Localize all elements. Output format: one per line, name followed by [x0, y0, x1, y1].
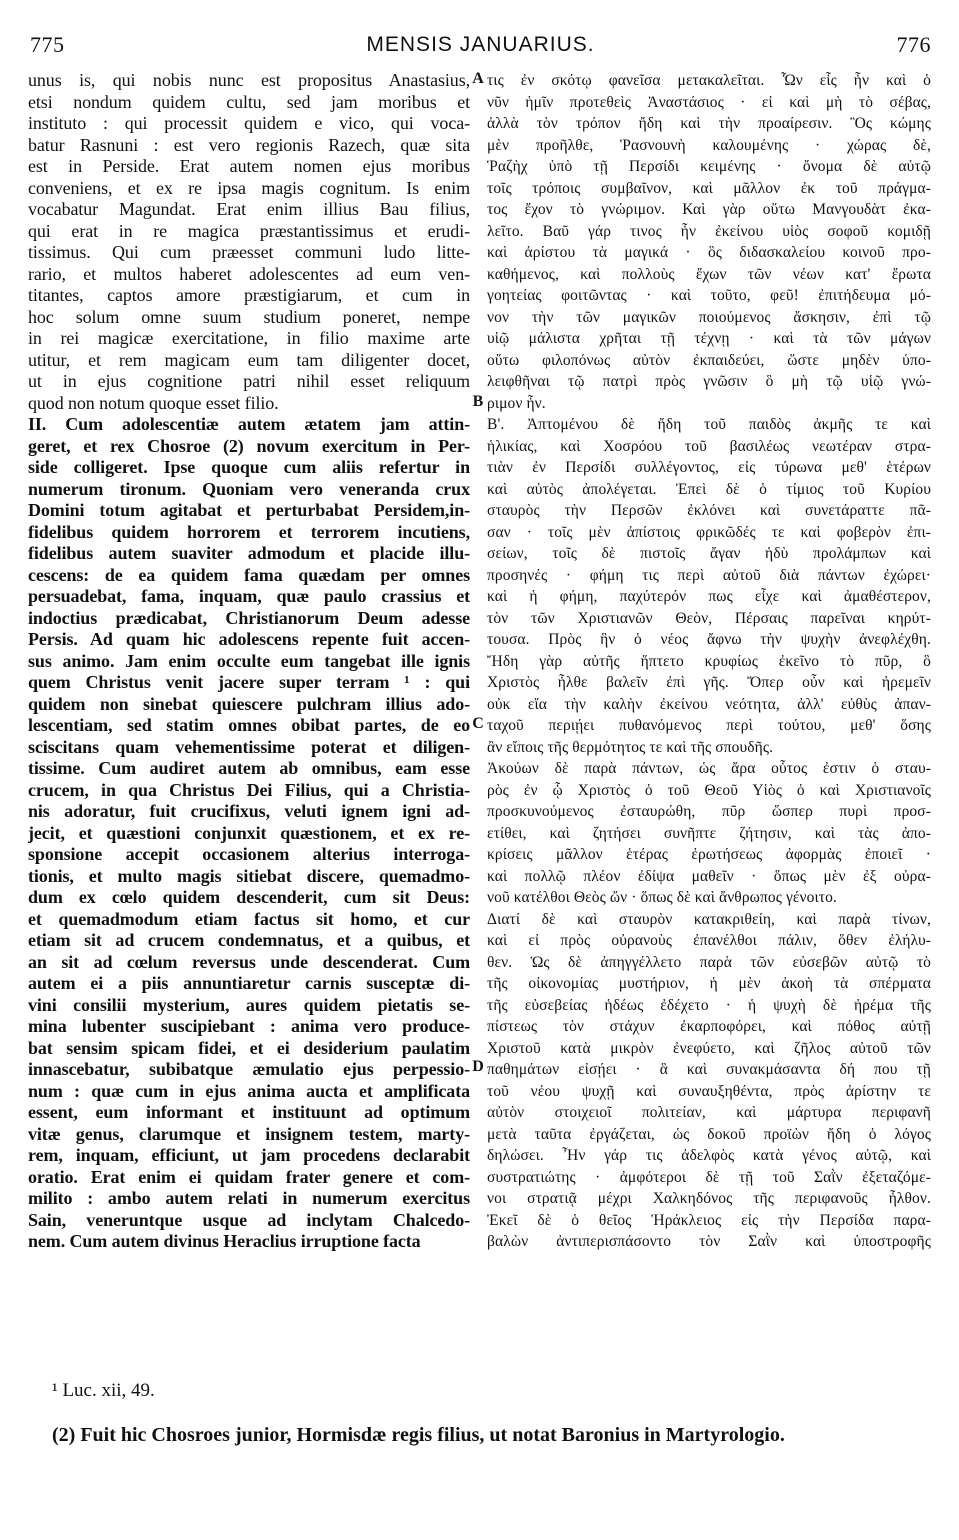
greek-text-line: καὶ αὐτὸς ἀπολέγεται. Ἐπεὶ δὲ ὁ τίμιος τοῦ Κυρίου — [487, 480, 931, 498]
page-title: MENSIS JANUARIUS. — [366, 33, 595, 56]
latin-text-line: unus is, qui nobis nunc est propositus Anastasius, — [28, 70, 470, 90]
latin-text-line: etiam sit ad crucem condemnatus, et a quibus, et — [28, 930, 470, 950]
latin-text-line: in rei magicæ exercitatione, in filio maxime arte — [28, 328, 470, 348]
latin-text-line: vini consilii mysterium, aures quidem pietatis se- — [28, 994, 470, 1015]
footnote-2: (2) Fuit hic Chosroes junior, Hormisdæ regis filius, ut notat Baronius in Martyrologio. — [52, 1424, 785, 1446]
greek-text-line: υἱῷ μάλιστα χρῆται τῇ τέχνῃ · καὶ τὰ τῶν μάγων — [487, 330, 931, 347]
latin-text-line: nis adoratur, fuit crucifixus, veluti ignem igni ad- — [28, 801, 470, 821]
latin-text-line: mina lubenter suscipiebant : anima vero produce- — [28, 1016, 470, 1036]
greek-text-line: τος ἔχον τὸ γνώριμον. Καὶ γὰρ οὕτω Μανγουδὰτ ἐκα- — [487, 201, 931, 218]
greek-text-line: τὸν τῶν Χριστιανῶν Θεὸν, Πέρσαις παρεῖναι κηρύτ- — [487, 609, 931, 627]
latin-text-line: conveniens, et ex re ipsa magis cognitum. Is enim — [28, 177, 470, 198]
greek-text-line: ταχοῦ περιῄει πυθανόμενος περὶ τούτου, μεθ' ὅσης — [487, 717, 931, 734]
latin-text-line: geret, et rex Chosroe (2) novum exercitum in Per- — [28, 435, 470, 456]
greek-text-line: παθημάτων εἰσῄει · ἃ καὶ συνακμάσαντα δή που τῇ — [487, 1061, 931, 1078]
greek-text-line: Χριστὸς ἦλθε βαλεῖν ἐπὶ γῆς. Ὅπερ οὖν καὶ ἠρεμεῖν — [487, 674, 931, 691]
latin-text-line: fidelibus autem suaviter admodum et placide illu- — [28, 543, 470, 563]
latin-text-line: rem, inquam, efficiunt, ut jam procedens declarabit — [28, 1145, 470, 1165]
latin-text-line: instituto : qui processit quidem e vico, qui voca- — [28, 113, 470, 133]
latin-text-line: sponsione accepit occasionem alterius interroga- — [28, 844, 470, 864]
greek-text-line: καὶ πολλῷ πλέον ἐδίψα μαθεῖν · ὅπως μὲν ἐξ οὐρα- — [487, 867, 931, 885]
greek-text-line: Ἤδη γὰρ αὐτῆς ἥπτετο κρυφίως ἐκεῖνο τὸ πῦρ, ὃ — [487, 652, 931, 670]
left-page-number: 775 — [30, 32, 65, 57]
latin-text-line: Domini totum agitabat et perturbabat Persidem,in- — [28, 500, 470, 520]
greek-text-line: σείων, τοῖς δὲ πιστοῖς ἄγαν ἡδὺ προλάμπων καὶ — [487, 545, 931, 562]
latin-text-line: II. Cum adolescentiæ autem ætatem jam attin- — [28, 414, 470, 434]
greek-text-line: Ῥαζὴχ ὑπὸ τῇ Περσίδι κειμένης · ὄνομα δὲ αὐτῷ — [487, 158, 931, 175]
latin-text-line: sus animo. Jam enim occulte eum tangebat ille ignis — [28, 650, 470, 671]
greek-text-line: ἀλλὰ τὸν τρόπον ἤδη καὶ τὴν προαίρεσιν. Ὃς κώμης — [487, 115, 931, 132]
latin-text-line: quod non notum quoque esset filio. — [28, 392, 279, 413]
latin-text-line: tionis, et multo magis sitiebat discere, quemadmo- — [28, 865, 470, 886]
latin-text-line: hoc solum omne suum studium poneret, nempe — [28, 306, 470, 327]
greek-text-line: μὲν προῆλθε, Ῥασνουνὴ καλουμένης · χώρας δὲ, — [487, 136, 931, 154]
greek-text-line: νῦν ἡμῖν προτεθεὶς Ἀναστάσιος · εἰ καὶ μὴ τὸ σέβας, — [487, 93, 931, 111]
greek-text-line: αὐτὸν στοιχειοῖ πολιτείαν, καὶ μάρτυρα περιφανῆ — [487, 1104, 931, 1121]
greek-text-line: νοι στρατιᾷ μέχρι Χαλκηδόνος τῆς περιφανοῦς ἦλθον. — [487, 1190, 931, 1207]
greek-text-line: τοῖς τρόποις συμβαῖνον, καὶ μᾶλλον ἐκ τοῦ πράγμα- — [487, 179, 931, 197]
latin-text-line: side colligeret. Ipse quoque cum aliis refertur in — [28, 457, 470, 477]
latin-text-line: titantes, captos amore præstigiarum, et cum in — [28, 285, 470, 305]
running-head — [30, 30, 931, 60]
greek-text-line: τῆς εὐσεβείας ἡδέως ἐδέχετο · ἡ ψυχὴ δὲ ἠρέμα τῆς — [487, 996, 931, 1014]
greek-text-line: γοητείας φοιτῶντας · καὶ τοῦτο, φεῦ! ἐπιτήδευμα μό- — [487, 287, 931, 304]
greek-text-line: οὐκ εἴα τὴν καλὴν ἐκείνου νεότητα, ἀλλ' εὐθὺς ἀπαν- — [487, 695, 931, 713]
greek-text-line: νον τὴν τῶν μαγικῶν ποιούμενος ἄσκησιν, ἐπὶ τῷ — [487, 308, 931, 326]
latin-text-line: quem Christus venit jacere super terram ¹ : qui — [28, 672, 470, 692]
greek-text-line: ρὸς ἐν ᾧ Χριστὸς ὁ τοῦ Θεοῦ Υἱὸς ὁ καὶ Χριστιανοῖς — [487, 781, 931, 799]
latin-text-line: an sit ad cœlum reversus unde descenderat. Cum — [28, 951, 470, 972]
greek-text-line: Β'. Ἀπτομένου δὲ ἤδη τοῦ παιδὸς ἀκμῆς τε καὶ — [487, 416, 931, 433]
greek-text-line: τιὰν ἐν Περσίδι συλλέγοντος, εἰς τύρωνα μεθ' ἑτέρων — [487, 459, 931, 476]
greek-text-line: μετὰ ταῦτα ἐργάζεται, ὡς δοκοῦ προϊὼν ἤδη ὁ λόγος — [487, 1125, 931, 1143]
greek-text-line: καὶ ἡ φήμη, παχύτερόν πως εἶχε καὶ ἀμαθέστερον, — [487, 588, 931, 605]
greek-text-line: λεῖτο. Βαῦ γάρ τινος ἦν ἐκείνου υἱὸς σοφοῦ κομιδῇ — [487, 222, 931, 240]
right-page-number: 776 — [896, 32, 931, 57]
greek-text-line: Ἀκούων δὲ παρὰ πάντων, ὡς ἄρα οὗτος ἐστιν ὁ σταυ- — [487, 760, 931, 777]
margin-marker-a: A — [472, 70, 484, 87]
greek-text-line: πίστεως τὸν στάχυν ἐκαρποφόρει, καὶ πόθος αὐτῇ — [487, 1018, 931, 1035]
latin-text-line: ut in ejus cognitione patri nihil esset reliquum — [28, 371, 470, 391]
latin-text-line: crucem, in qua Christus Dei Filius, qui a Christia- — [28, 779, 470, 800]
greek-text-line: προσκυνούμενος ἐσταυρώθη, πῦρ ὥσπερ πυρὶ προσ- — [487, 803, 931, 820]
latin-text-line: Persis. Ad quam hic adolescens repente fuit accen- — [28, 629, 470, 649]
latin-text-line: et quemadmodum etiam factus sit homo, et cur — [28, 908, 470, 929]
greek-text-line: δηλώσει. Ἦν γάρ τις ἀδελφὸς κατὰ γένος αὐτῷ, καὶ — [487, 1147, 931, 1164]
greek-text-line: τοῦ νέου ψυχῇ καὶ συναυξηθέντα, πρὸς ἀρίστην τε — [487, 1082, 931, 1100]
greek-text-line: Ἐκεῖ δὲ ὁ θεῖος Ἡράκλειος εἰς τὴν Περσίδα παρα- — [487, 1211, 931, 1229]
latin-text-line: oratio. Erat enim ei quidam frater genere et com- — [28, 1166, 470, 1187]
latin-text-line: milito : ambo autem relati in numerum exercitus — [28, 1188, 470, 1208]
greek-text-line: ἂν εἴποις τῆς θερμότητος τε καὶ τῆς σπουδῆς. — [487, 738, 774, 756]
greek-text-line: προσηνές · φήμη τις περὶ αὐτοῦ διὰ πάντων ἐχώρει· — [487, 566, 931, 584]
greek-text-line: βαλὼν ἀντιπερισπάσοντο τὸν Σαῒν καὶ ὑποστροφῆς — [487, 1233, 931, 1250]
latin-text-line: indoctius prædicabat, Christianorum Deum adesse — [28, 607, 470, 628]
greek-text-line: λειφθῆναι τῷ πατρὶ πρὸς γνῶσιν ὃ μὴ τῷ υἱῷ γνώ- — [487, 373, 931, 390]
latin-text-line: num : quæ cum in ejus anima aucta et amplificata — [28, 1080, 470, 1101]
greek-text-line: τῆς οἰκονομίας μυστήριον, ἡ μὲν ἀκοὴ τὰ σπέρματα — [487, 975, 931, 992]
latin-text-line: dum ex cœlo quidem descenderit, cum sit Deus: — [28, 887, 470, 907]
latin-text-line: tissimus. Qui cum præesset communi ludo litte- — [28, 242, 470, 262]
greek-text-line: κρίσεις μᾶλλον ἑτέρας ἐρωτήσεως ἀφορμὰς ἐποιεῖ · — [487, 846, 931, 863]
greek-text-line: τις ἐν σκότῳ φανεῖσα μετακαλεῖται. Ὧν εἷς ἦν καὶ ὁ — [487, 72, 931, 89]
latin-text-line: quidem non sinebat quiescere pulchram illius ado- — [28, 693, 470, 714]
latin-text-line: etsi nondum quidem cultu, sed jam moribus et — [28, 91, 470, 112]
greek-text-line: ἡλικίας, καὶ Χοσρόου τοῦ βασιλέως νεωτέραν στρα- — [487, 437, 931, 455]
margin-marker-b: B — [472, 393, 484, 410]
greek-text-line: σταυρὸς τὴν Περσῶν ἐκλόνει καὶ συνετάραττε πᾶ- — [487, 502, 931, 519]
latin-text-line: jecit, et quæstioni conjunxit quæstionem, et ex re- — [28, 822, 470, 843]
greek-text-line: καὶ ἀρίστου τὰ μαγικά · ὃς διδασκαλείου κοινοῦ προ- — [487, 244, 931, 261]
latin-text-line: nem. Cum autem divinus Heraclius irruptione facta — [28, 1231, 421, 1251]
greek-text-line: νοῦ κατέλθοι Θεὸς ὤν · ὅπως δὲ καὶ ἄνθρωπος γένοιτο. — [487, 889, 837, 906]
greek-text-line: ριμον ἦν. — [487, 394, 546, 412]
greek-text-line: ετίθει, καὶ ζητήσει συνῆπτε ζήτησιν, καὶ τὰς ἀπο- — [487, 824, 931, 842]
margin-marker-d: D — [472, 1058, 484, 1075]
latin-text-line: lescentiam, sed statim omnes obibat partes, de eo — [28, 715, 470, 735]
latin-text-line: cescens: de ea quidem fama quædam per omnes — [28, 564, 470, 585]
latin-text-line: innascebatur, subibatque æmulatio ejus perpessio- — [28, 1059, 470, 1079]
latin-text-line: persuadebat, fama, inquam, quæ paulo crassius et — [28, 586, 470, 606]
latin-text-line: vocabatur Magundat. Erat enim illius Bau filius, — [28, 199, 470, 219]
latin-text-line: vitæ genus, clarumque et insignem testem, marty- — [28, 1123, 470, 1144]
latin-text-line: sciscitans quam vehementissime poterat et diligen- — [28, 736, 470, 757]
greek-column — [487, 70, 931, 1253]
latin-text-line: est in Perside. Erat autem nomen ejus moribus — [28, 156, 470, 176]
greek-text-line: οὕτω φιλοπόνως αὐτὸν ἐκπαιδεύει, ὥστε μηδὲν ὑπο- — [487, 351, 931, 369]
greek-text-line: καθήμενος, καὶ πολλοὺς ἔχων τῶν νέων κατ' ἔρωτα — [487, 265, 931, 283]
latin-text-line: batur Rasnuni : est vero regionis Razech, quæ sita — [28, 134, 470, 155]
greek-text-line: τουσα. Πρὸς ἣν ὁ νέος ἄφνω τὴν ψυχὴν ἀνεφλέχθη. — [487, 631, 931, 648]
latin-column — [28, 70, 470, 1253]
greek-text-line: Διατί δὲ καὶ σταυρὸν κατακριθείη, καὶ παρὰ τίνων, — [487, 910, 931, 928]
greek-text-line: συστρατιώτης · ἀμφότεροι δὲ τῇ τοῦ Σαῒν ἐξεταζόμε- — [487, 1168, 931, 1186]
latin-text-line: rario, et multos haberet adolescentes ad eum ven- — [28, 263, 470, 284]
greek-text-line: Χριστοῦ κατὰ μικρὸν ἐνεφύετο, καὶ ζῆλος αὐτοῦ τῶν — [487, 1039, 931, 1057]
greek-text-line: σαν · τοῖς μὲν ἀπίστοις φρικῶδές τε καὶ φοβερὸν ἐπι- — [487, 523, 931, 541]
greek-text-line: καὶ εἰ πρὸς οὐρανοὺς ἐπανέλθοι πάλιν, ὅθεν ἐλήλυ- — [487, 932, 931, 949]
latin-text-line: bat sensim spicam fidei, et ei desiderium paulatim — [28, 1037, 470, 1058]
latin-text-line: utitur, et rem magicam eum tam diligenter docet, — [28, 349, 470, 370]
latin-text-line: autem ei a piis annuntiaretur carnis susceptæ di- — [28, 973, 470, 993]
latin-text-line: tissime. Cum audiret autem ab omnibus, eam esse — [28, 758, 470, 778]
footnote-1: ¹ Luc. xii, 49. — [52, 1380, 155, 1401]
latin-text-line: numerum tironum. Quoniam vero veneranda crux — [28, 478, 470, 499]
margin-marker-c: C — [472, 715, 484, 732]
latin-text-line: Sain, veneruntque usque ad inclytam Chalcedo- — [28, 1209, 470, 1230]
latin-text-line: qui erat in re magica præstantissimus et erudi- — [28, 220, 470, 241]
greek-text-line: θεν. Ὡς δὲ ἀπηγγέλλετο παρὰ τῶν εὐσεβῶν αὐτῷ τὸ — [487, 953, 931, 971]
latin-text-line: essent, eum informant et instituunt ad optimum — [28, 1102, 470, 1122]
latin-text-line: fidelibus quidem horrorem et terrorem incutiens, — [28, 521, 470, 542]
